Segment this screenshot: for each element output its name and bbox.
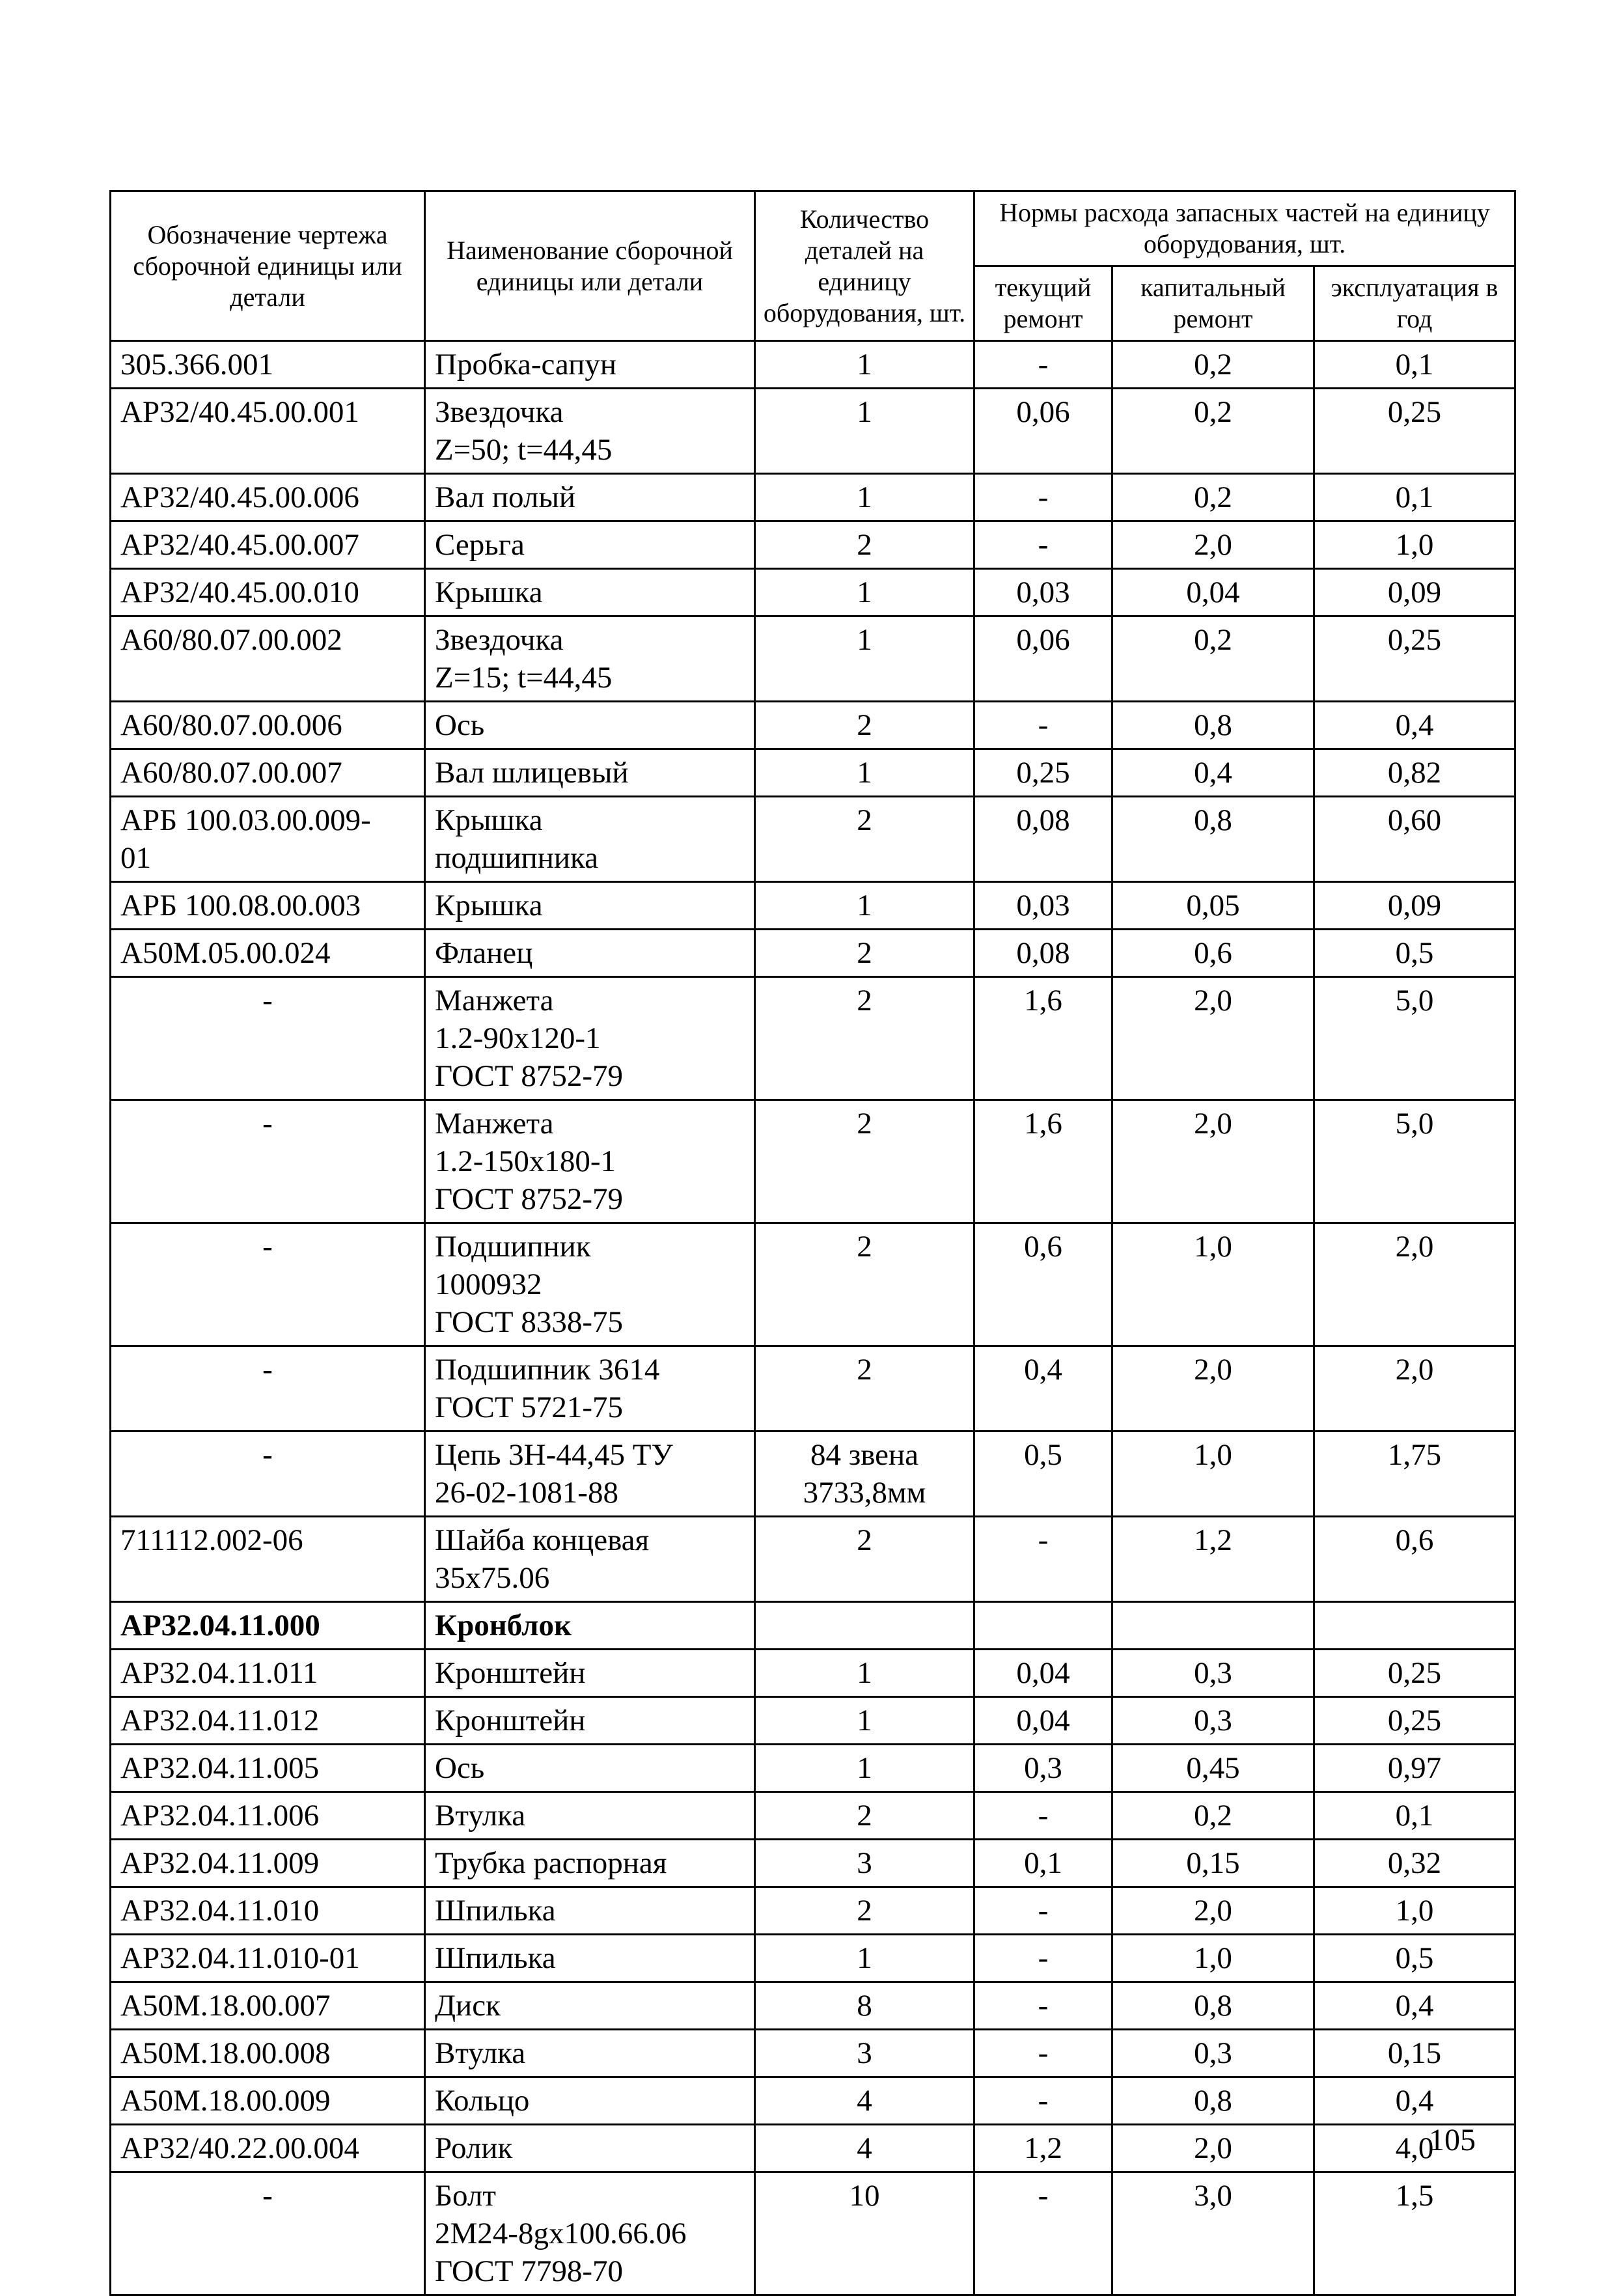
table-row <box>111 1650 1515 1697</box>
header-qty: Количество деталей на единицу оборудования, шт. <box>755 191 974 341</box>
cell-qty: 1 <box>755 616 974 702</box>
cell-yearly-operation: 0,5 <box>1314 1935 1515 1982</box>
table-row <box>111 702 1515 749</box>
cell-code: АР32/40.22.00.004 <box>111 2125 425 2172</box>
cell-code: АР32.04.11.012 <box>111 1697 425 1745</box>
cell-capital-repair <box>1112 1602 1314 1650</box>
table-row <box>111 930 1515 977</box>
cell-current-repair: - <box>974 1935 1112 1982</box>
header-current-repair: текущий ремонт <box>974 266 1112 341</box>
cell-current-repair: 1,2 <box>974 2125 1112 2172</box>
cell-name: Втулка <box>425 1792 755 1840</box>
cell-code: 711112.002-06 <box>111 1517 425 1602</box>
cell-qty: 4 <box>755 2125 974 2172</box>
cell-yearly-operation: 1,0 <box>1314 1887 1515 1935</box>
cell-capital-repair: 0,15 <box>1112 1840 1314 1887</box>
cell-qty: 2 <box>755 1887 974 1935</box>
cell-qty: 2 <box>755 1223 974 1346</box>
cell-qty: 2 <box>755 702 974 749</box>
cell-current-repair: 0,6 <box>974 1223 1112 1346</box>
cell-qty: 2 <box>755 797 974 882</box>
cell-code: - <box>111 1100 425 1223</box>
cell-name: Шпилька <box>425 1935 755 1982</box>
cell-current-repair: 0,04 <box>974 1650 1112 1697</box>
cell-capital-repair: 2,0 <box>1112 1887 1314 1935</box>
cell-current-repair: 0,03 <box>974 569 1112 616</box>
cell-name: Крышка подшипника <box>425 797 755 882</box>
cell-qty: 1 <box>755 1650 974 1697</box>
cell-qty: 2 <box>755 521 974 569</box>
cell-current-repair: - <box>974 1887 1112 1935</box>
cell-name: Болт 2М24-8gх100.66.06 ГОСТ 7798-70 <box>425 2172 755 2295</box>
table-row <box>111 882 1515 930</box>
cell-code: АР32/40.45.00.006 <box>111 474 425 521</box>
cell-current-repair <box>974 1602 1112 1650</box>
cell-yearly-operation: 0,4 <box>1314 2077 1515 2125</box>
cell-name: Ось <box>425 1745 755 1792</box>
cell-capital-repair: 0,2 <box>1112 616 1314 702</box>
table-row <box>111 2030 1515 2077</box>
cell-current-repair: - <box>974 474 1112 521</box>
cell-code: А50М.18.00.007 <box>111 1982 425 2030</box>
table-row <box>111 1697 1515 1745</box>
table-row <box>111 616 1515 702</box>
cell-yearly-operation: 0,6 <box>1314 1517 1515 1602</box>
cell-name: Ролик <box>425 2125 755 2172</box>
cell-code: АР32.04.11.000 <box>111 1602 425 1650</box>
cell-name: Подшипник 3614 ГОСТ 5721-75 <box>425 1346 755 1432</box>
table-body <box>111 341 1515 2295</box>
cell-qty: 1 <box>755 1935 974 1982</box>
table-row <box>111 1223 1515 1346</box>
cell-yearly-operation: 0,82 <box>1314 749 1515 797</box>
cell-yearly-operation: 0,32 <box>1314 1840 1515 1887</box>
cell-code: А50М.18.00.009 <box>111 2077 425 2125</box>
cell-name: Крышка <box>425 882 755 930</box>
cell-code: АР32.04.11.010 <box>111 1887 425 1935</box>
cell-current-repair: - <box>974 2030 1112 2077</box>
cell-code: А50М.05.00.024 <box>111 930 425 977</box>
cell-current-repair: 0,08 <box>974 930 1112 977</box>
table-row <box>111 2077 1515 2125</box>
table-row <box>111 1840 1515 1887</box>
cell-current-repair: 0,04 <box>974 1697 1112 1745</box>
cell-name: Манжета 1.2-150х180-1 ГОСТ 8752-79 <box>425 1100 755 1223</box>
cell-qty: 2 <box>755 930 974 977</box>
cell-current-repair: 0,03 <box>974 882 1112 930</box>
cell-qty: 3 <box>755 2030 974 2077</box>
cell-yearly-operation: 0,4 <box>1314 702 1515 749</box>
cell-code: А60/80.07.00.002 <box>111 616 425 702</box>
cell-code: - <box>111 2172 425 2295</box>
cell-yearly-operation: 0,09 <box>1314 882 1515 930</box>
table-header <box>111 191 1515 341</box>
cell-current-repair: - <box>974 1982 1112 2030</box>
cell-yearly-operation: 0,25 <box>1314 1650 1515 1697</box>
cell-qty: 1 <box>755 749 974 797</box>
cell-qty: 1 <box>755 341 974 389</box>
cell-code: А60/80.07.00.007 <box>111 749 425 797</box>
cell-code: АР32.04.11.005 <box>111 1745 425 1792</box>
cell-yearly-operation: 1,5 <box>1314 2172 1515 2295</box>
table-row <box>111 1745 1515 1792</box>
cell-name: Фланец <box>425 930 755 977</box>
cell-yearly-operation: 1,75 <box>1314 1432 1515 1517</box>
cell-name: Крышка <box>425 569 755 616</box>
cell-name: Шайба концевая 35х75.06 <box>425 1517 755 1602</box>
cell-code: - <box>111 977 425 1100</box>
cell-qty <box>755 1602 974 1650</box>
cell-yearly-operation: 0,97 <box>1314 1745 1515 1792</box>
cell-yearly-operation: 2,0 <box>1314 1346 1515 1432</box>
cell-capital-repair: 2,0 <box>1112 2125 1314 2172</box>
cell-name: Шпилька <box>425 1887 755 1935</box>
cell-code: А50М.18.00.008 <box>111 2030 425 2077</box>
cell-current-repair: - <box>974 341 1112 389</box>
cell-code: АР32/40.45.00.007 <box>111 521 425 569</box>
table-row <box>111 1935 1515 1982</box>
cell-name: Манжета 1.2-90х120-1 ГОСТ 8752-79 <box>425 977 755 1100</box>
cell-code: А60/80.07.00.006 <box>111 702 425 749</box>
cell-yearly-operation: 0,09 <box>1314 569 1515 616</box>
cell-yearly-operation <box>1314 1602 1515 1650</box>
cell-qty: 1 <box>755 569 974 616</box>
cell-qty: 3 <box>755 1840 974 1887</box>
cell-yearly-operation: 5,0 <box>1314 977 1515 1100</box>
cell-name: Трубка распорная <box>425 1840 755 1887</box>
table-row <box>111 977 1515 1100</box>
page-number: 105 <box>1429 2123 1476 2157</box>
cell-current-repair: - <box>974 2172 1112 2295</box>
cell-capital-repair: 1,0 <box>1112 1223 1314 1346</box>
cell-current-repair: 0,4 <box>974 1346 1112 1432</box>
cell-yearly-operation: 0,60 <box>1314 797 1515 882</box>
cell-capital-repair: 0,3 <box>1112 1650 1314 1697</box>
cell-yearly-operation: 0,1 <box>1314 1792 1515 1840</box>
spare-parts-table <box>109 190 1516 2296</box>
cell-name: Втулка <box>425 2030 755 2077</box>
cell-capital-repair: 0,3 <box>1112 1697 1314 1745</box>
table-row <box>111 569 1515 616</box>
cell-capital-repair: 0,2 <box>1112 341 1314 389</box>
cell-capital-repair: 0,2 <box>1112 1792 1314 1840</box>
table-row <box>111 1432 1515 1517</box>
cell-name: Кронштейн <box>425 1650 755 1697</box>
header-row-1 <box>111 191 1515 266</box>
cell-capital-repair: 0,2 <box>1112 389 1314 474</box>
header-norms: Нормы расхода запасных частей на единицу оборудования, шт. <box>974 191 1515 266</box>
cell-capital-repair: 1,2 <box>1112 1517 1314 1602</box>
cell-yearly-operation: 0,25 <box>1314 616 1515 702</box>
cell-yearly-operation: 4,0 <box>1314 2125 1515 2172</box>
cell-name: Пробка-сапун <box>425 341 755 389</box>
table-row <box>111 1887 1515 1935</box>
cell-capital-repair: 0,8 <box>1112 1982 1314 2030</box>
cell-capital-repair: 2,0 <box>1112 1346 1314 1432</box>
table-row <box>111 1982 1515 2030</box>
cell-code: АР32.04.11.006 <box>111 1792 425 1840</box>
cell-code: АРБ 100.08.00.003 <box>111 882 425 930</box>
cell-name: Звездочка Z=50; t=44,45 <box>425 389 755 474</box>
cell-capital-repair: 0,04 <box>1112 569 1314 616</box>
cell-capital-repair: 2,0 <box>1112 521 1314 569</box>
cell-qty: 2 <box>755 1792 974 1840</box>
cell-current-repair: 0,5 <box>974 1432 1112 1517</box>
cell-code: АР32/40.45.00.010 <box>111 569 425 616</box>
cell-qty: 10 <box>755 2172 974 2295</box>
cell-name: Вал полый <box>425 474 755 521</box>
cell-qty: 1 <box>755 1745 974 1792</box>
cell-capital-repair: 0,8 <box>1112 2077 1314 2125</box>
cell-qty: 1 <box>755 389 974 474</box>
cell-code: - <box>111 1223 425 1346</box>
cell-code: - <box>111 1432 425 1517</box>
cell-name: Звездочка Z=15; t=44,45 <box>425 616 755 702</box>
table-row <box>111 797 1515 882</box>
table-row <box>111 474 1515 521</box>
cell-yearly-operation: 2,0 <box>1314 1223 1515 1346</box>
table-row <box>111 1792 1515 1840</box>
cell-name: Кронблок <box>425 1602 755 1650</box>
header-code: Обозначение чертежа сборочной единицы или детали <box>111 191 425 341</box>
cell-yearly-operation: 0,1 <box>1314 341 1515 389</box>
header-name: Наименование сборочной единицы или детали <box>425 191 755 341</box>
table-row <box>111 341 1515 389</box>
cell-capital-repair: 2,0 <box>1112 977 1314 1100</box>
cell-yearly-operation: 0,5 <box>1314 930 1515 977</box>
cell-qty: 1 <box>755 882 974 930</box>
cell-qty: 2 <box>755 1346 974 1432</box>
cell-current-repair: 1,6 <box>974 1100 1112 1223</box>
cell-qty: 1 <box>755 1697 974 1745</box>
cell-name: Вал шлицевый <box>425 749 755 797</box>
cell-name: Кольцо <box>425 2077 755 2125</box>
cell-yearly-operation: 0,25 <box>1314 389 1515 474</box>
cell-name: Подшипник 1000932 ГОСТ 8338-75 <box>425 1223 755 1346</box>
cell-yearly-operation: 0,15 <box>1314 2030 1515 2077</box>
cell-code: АР32.04.11.011 <box>111 1650 425 1697</box>
header-yearly-operation: эксплуатация в год <box>1314 266 1515 341</box>
cell-capital-repair: 0,05 <box>1112 882 1314 930</box>
cell-qty: 1 <box>755 474 974 521</box>
cell-capital-repair: 3,0 <box>1112 2172 1314 2295</box>
cell-capital-repair: 2,0 <box>1112 1100 1314 1223</box>
table-row <box>111 1100 1515 1223</box>
cell-qty: 2 <box>755 1100 974 1223</box>
cell-capital-repair: 0,45 <box>1112 1745 1314 1792</box>
cell-current-repair: 1,6 <box>974 977 1112 1100</box>
cell-code: 305.366.001 <box>111 341 425 389</box>
cell-capital-repair: 0,6 <box>1112 930 1314 977</box>
cell-name: Цепь 3Н-44,45 ТУ 26-02-1081-88 <box>425 1432 755 1517</box>
cell-yearly-operation: 0,1 <box>1314 474 1515 521</box>
cell-code: АР32.04.11.009 <box>111 1840 425 1887</box>
table-row <box>111 749 1515 797</box>
header-capital-repair: капитальный ремонт <box>1112 266 1314 341</box>
cell-code: - <box>111 1346 425 1432</box>
table-row <box>111 1602 1515 1650</box>
cell-qty: 8 <box>755 1982 974 2030</box>
cell-yearly-operation: 0,25 <box>1314 1697 1515 1745</box>
cell-current-repair: 0,25 <box>974 749 1112 797</box>
cell-name: Ось <box>425 702 755 749</box>
table-row <box>111 1346 1515 1432</box>
cell-current-repair: 0,1 <box>974 1840 1112 1887</box>
cell-capital-repair: 0,3 <box>1112 2030 1314 2077</box>
cell-capital-repair: 0,4 <box>1112 749 1314 797</box>
table-row <box>111 521 1515 569</box>
cell-capital-repair: 0,8 <box>1112 797 1314 882</box>
cell-capital-repair: 1,0 <box>1112 1935 1314 1982</box>
cell-current-repair: 0,06 <box>974 389 1112 474</box>
cell-current-repair: - <box>974 1517 1112 1602</box>
cell-code: АР32.04.11.010-01 <box>111 1935 425 1982</box>
cell-qty: 2 <box>755 1517 974 1602</box>
cell-capital-repair: 1,0 <box>1112 1432 1314 1517</box>
cell-name: Серьга <box>425 521 755 569</box>
table-row <box>111 2172 1515 2295</box>
cell-capital-repair: 0,2 <box>1112 474 1314 521</box>
cell-current-repair: 0,3 <box>974 1745 1112 1792</box>
cell-yearly-operation: 0,4 <box>1314 1982 1515 2030</box>
cell-code: АРБ 100.03.00.009- 01 <box>111 797 425 882</box>
table-row <box>111 1517 1515 1602</box>
cell-current-repair: 0,06 <box>974 616 1112 702</box>
cell-current-repair: - <box>974 2077 1112 2125</box>
cell-current-repair: - <box>974 521 1112 569</box>
cell-qty: 4 <box>755 2077 974 2125</box>
cell-name: Кронштейн <box>425 1697 755 1745</box>
cell-qty: 84 звена 3733,8мм <box>755 1432 974 1517</box>
cell-code: АР32/40.45.00.001 <box>111 389 425 474</box>
cell-yearly-operation: 1,0 <box>1314 521 1515 569</box>
cell-current-repair: - <box>974 702 1112 749</box>
table-row <box>111 389 1515 474</box>
cell-name: Диск <box>425 1982 755 2030</box>
cell-current-repair: 0,08 <box>974 797 1112 882</box>
cell-current-repair: - <box>974 1792 1112 1840</box>
cell-qty: 2 <box>755 977 974 1100</box>
cell-capital-repair: 0,8 <box>1112 702 1314 749</box>
cell-yearly-operation: 5,0 <box>1314 1100 1515 1223</box>
table-row <box>111 2125 1515 2172</box>
